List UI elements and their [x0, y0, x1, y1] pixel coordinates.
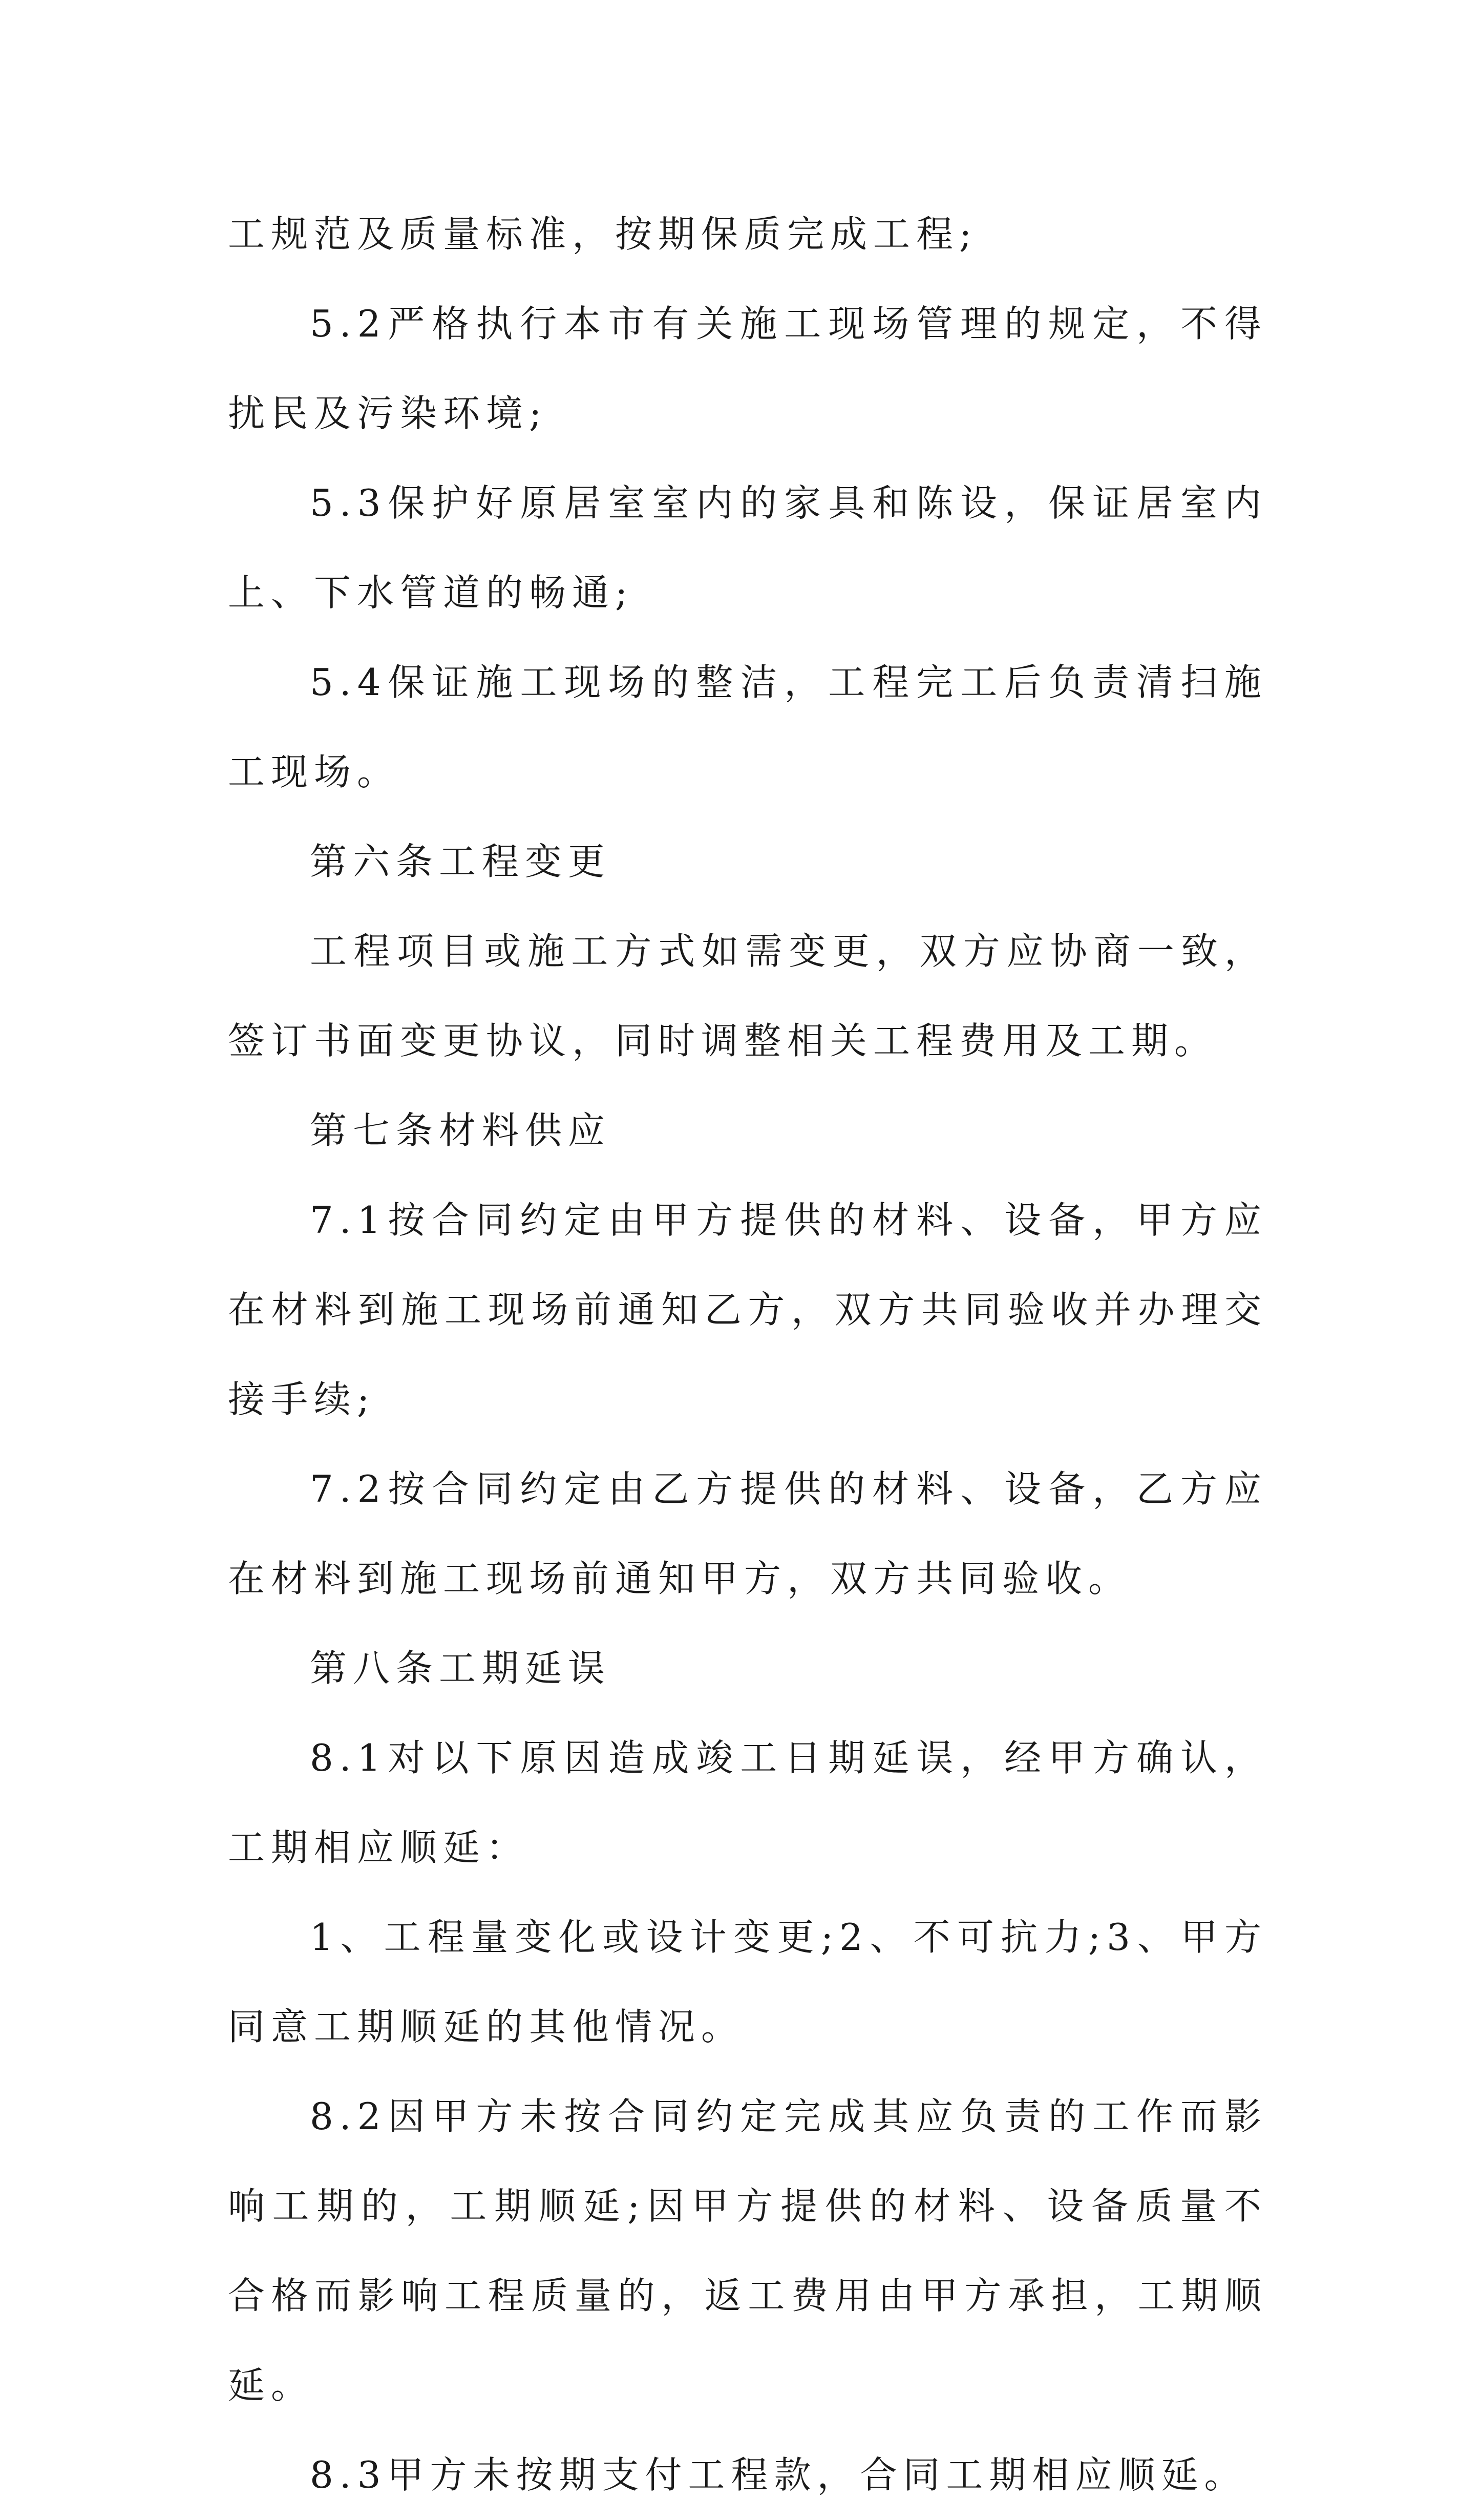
section-heading-article-8: 第八条工期延误	[310, 1647, 611, 1690]
paragraph-7-2: 7.2按合同约定由乙方提供的材料、设备，乙方应在材料到施工现场前通知甲方，双方共同验收。	[228, 1467, 1267, 1600]
paragraph-5-2: 5.2严格执行本市有关施工现场管理的规定，不得扰民及污染环境;	[228, 302, 1267, 435]
paragraph-article-6-body: 工程项目或施工方式如需变更，双方应协商一致，签订书面变更协议，同时调整相关工程费用及工期。	[228, 930, 1267, 1062]
paragraph-8-1-list: 1、工程量变化或设计变更;2、不可抗力;3、甲方同意工期顺延的其他情况。	[228, 1916, 1267, 2048]
paragraph-5-4: 5.4保证施工现场的整洁，工程完工后负责清扫施工现场。	[228, 661, 1267, 793]
document-body	[228, 190, 1267, 2520]
section-heading-article-6: 第六条工程变更	[310, 840, 611, 883]
paragraph-8-1: 8.1对以下原因造成竣工日期延误，经甲方确认，工期相应顺延：	[228, 1736, 1267, 1869]
paragraph-8-3: 8.3甲方未按期支付工程款，合同工期相应顺延。	[310, 2453, 1247, 2496]
paragraph-8-2: 8.2因甲方未按合同约定完成其应负责的工作而影响工期的，工期顺延;因甲方提供的材料、设备质量不合格而影响工程质量的，返工费用由甲方承担，工期顺延。	[228, 2095, 1267, 2407]
section-heading-article-7: 第七条材料供应	[310, 1109, 611, 1152]
paragraph-7-1: 7.1按合同约定由甲方提供的材料、设备，甲方应在材料到施工现场前通知乙方，双方共同验收并办理交接手续;	[228, 1199, 1267, 1421]
paragraph-5-3: 5.3保护好原居室室内的家具和陈设，保证居室内上、下水管道的畅通;	[228, 481, 1267, 614]
paragraph-continued: 工规范及质量标准，按期保质完成工程;	[228, 213, 978, 256]
